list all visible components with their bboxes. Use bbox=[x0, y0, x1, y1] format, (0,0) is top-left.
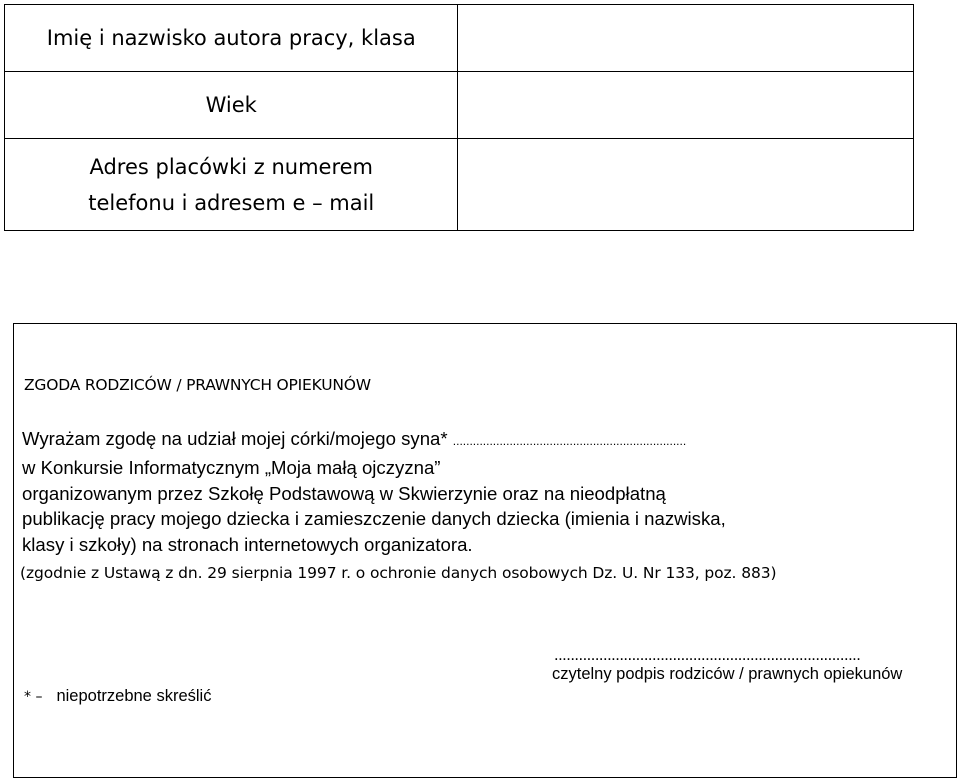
address-label-line2: telefonu i adresem e – mail bbox=[88, 190, 375, 215]
age-label: Wiek bbox=[5, 72, 458, 139]
signature-label: czytelny podpis rodziców / prawnych opiekunów bbox=[552, 665, 903, 683]
signature-line[interactable]: ........................................................................... bbox=[554, 646, 861, 664]
consent-line-5: klasy i szkoły) na stronach internetowych organizatora. bbox=[22, 534, 473, 556]
signature-block bbox=[552, 646, 954, 684]
consent-heading: ZGODA RODZICÓW / PRAWNYCH OPIEKUNÓW bbox=[24, 376, 371, 394]
name-field[interactable] bbox=[458, 5, 914, 72]
footnote bbox=[24, 687, 211, 706]
footnote-marker: * – bbox=[24, 689, 43, 705]
address-label bbox=[5, 139, 458, 231]
consent-line-3: organizowanym przez Szkołę Podstawową w Skwierzynie oraz na nieodpłatną bbox=[22, 482, 666, 504]
legal-reference-note: (zgodnie z Ustawą z dn. 29 sierpnia 1997 r. o ochronie danych osobowych Dz. U. Nr 133, poz. 883) bbox=[20, 564, 777, 582]
applicant-info-table bbox=[4, 4, 914, 231]
name-row bbox=[5, 5, 914, 72]
age-row bbox=[5, 72, 914, 139]
address-row bbox=[5, 139, 914, 231]
name-label: Imię i nazwisko autora pracy, klasa bbox=[5, 5, 458, 72]
consent-line-2: w Konkursie Informatycznym „Moja małą ojczyzna” bbox=[22, 456, 441, 478]
footnote-text: niepotrzebne skreślić bbox=[56, 687, 212, 705]
parental-consent-box bbox=[13, 323, 957, 778]
consent-line-1-text: Wyrażam zgodę na udział mojej córki/mojego syna* bbox=[22, 428, 448, 449]
age-field[interactable] bbox=[458, 72, 914, 139]
child-name-blank[interactable]: ...................................................................... bbox=[452, 434, 687, 448]
consent-line-1 bbox=[22, 426, 952, 455]
consent-line-4: publikację pracy mojego dziecka i zamieszczenie danych dziecka (imienia i nazwiska, bbox=[22, 508, 726, 530]
address-label-line1: Adres placówki z numerem bbox=[89, 154, 374, 179]
consent-statement bbox=[22, 426, 952, 558]
address-field[interactable] bbox=[458, 139, 914, 231]
